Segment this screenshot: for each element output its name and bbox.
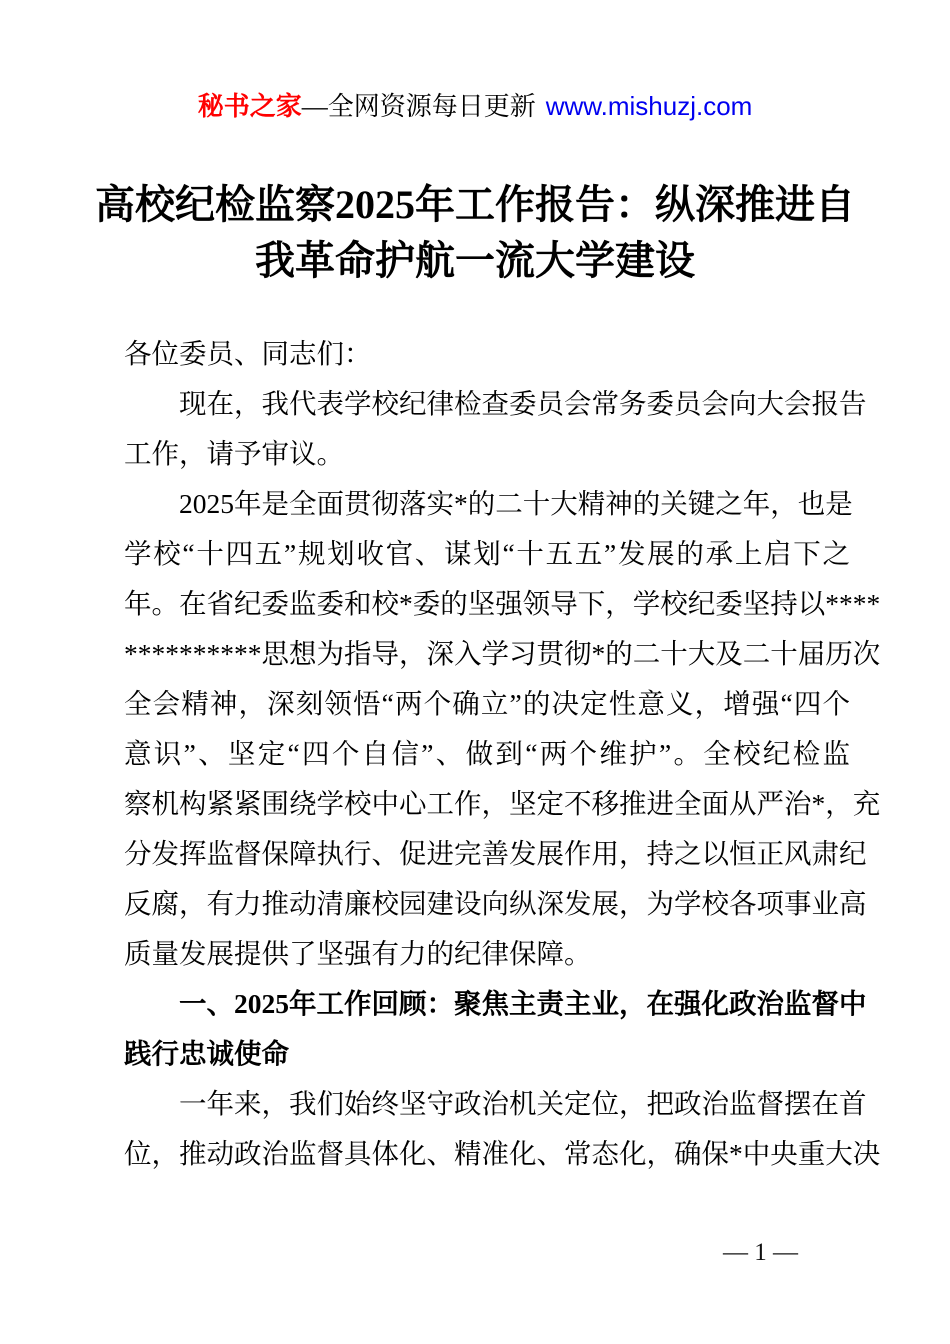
body-line: 2025年是全面贯彻落实*的二十大精神的关键之年，也是 [179, 488, 853, 519]
body-line: 学校“十四五”规划收官、谋划“十五五”发展的承上启下之 [124, 538, 850, 569]
body-line: 察机构紧紧围绕学校中心工作，坚定不移推进全面从严治*，充 [124, 788, 881, 819]
title-line-1: 高校纪检监察2025年工作报告：纵深推进自 [95, 182, 855, 227]
body-line: 全会精神，深刻领悟“两个确立”的决定性意义，增强“四个 [124, 688, 850, 719]
body-line: 各位委员、同志们： [124, 338, 372, 369]
site-tagline: 全网资源每日更新 [327, 92, 536, 121]
body-paragraph [124, 1079, 881, 1179]
body-line: **********思想为指导，深入学习贯彻*的二十大及二十届历次 [124, 638, 881, 669]
body-line: 工作，请予审议。 [124, 438, 344, 469]
site-header [0, 88, 950, 125]
page-footer [0, 1238, 798, 1268]
body-line: 年。在省纪委监委和校*委的坚强领导下，学校纪委坚持以**** [124, 588, 881, 619]
body-line: 质量发展提供了坚强有力的纪律保障。 [124, 938, 592, 969]
body-paragraph [124, 479, 881, 979]
site-url-link[interactable]: www.mishuzj.com [545, 91, 753, 121]
document-body [124, 329, 881, 1179]
body-line: 一、2025年工作回顾：聚焦主责主业，在强化政治监督中 [179, 988, 867, 1019]
body-line: 反腐，有力推动清廉校园建设向纵深发展，为学校各项事业高 [124, 888, 867, 919]
body-line: 一年来，我们始终坚守政治机关定位，把政治监督摆在首 [179, 1088, 867, 1119]
body-line: 位，推动政治监督具体化、精准化、常态化，确保*中央重大决 [124, 1138, 881, 1169]
body-line: 分发挥监督保障执行、促进完善发展作用，持之以恒正风肃纪 [124, 838, 867, 869]
site-brand: 秘书之家 [197, 92, 302, 121]
header-separator: — [301, 92, 328, 121]
body-line: 现在，我代表学校纪律检查委员会常务委员会向大会报告 [179, 388, 867, 419]
title-line-2: 我革命护航一流大学建设 [255, 238, 695, 283]
body-paragraph [124, 329, 850, 379]
body-line: 意识”、坚定“四个自信”、做到“两个维护”。全校纪检监 [124, 738, 850, 769]
body-paragraph [124, 979, 867, 1079]
page-number: — 1 — [723, 1239, 798, 1266]
body-paragraph [124, 379, 867, 479]
document-title [60, 177, 890, 289]
body-line: 践行忠诚使命 [124, 1038, 289, 1069]
